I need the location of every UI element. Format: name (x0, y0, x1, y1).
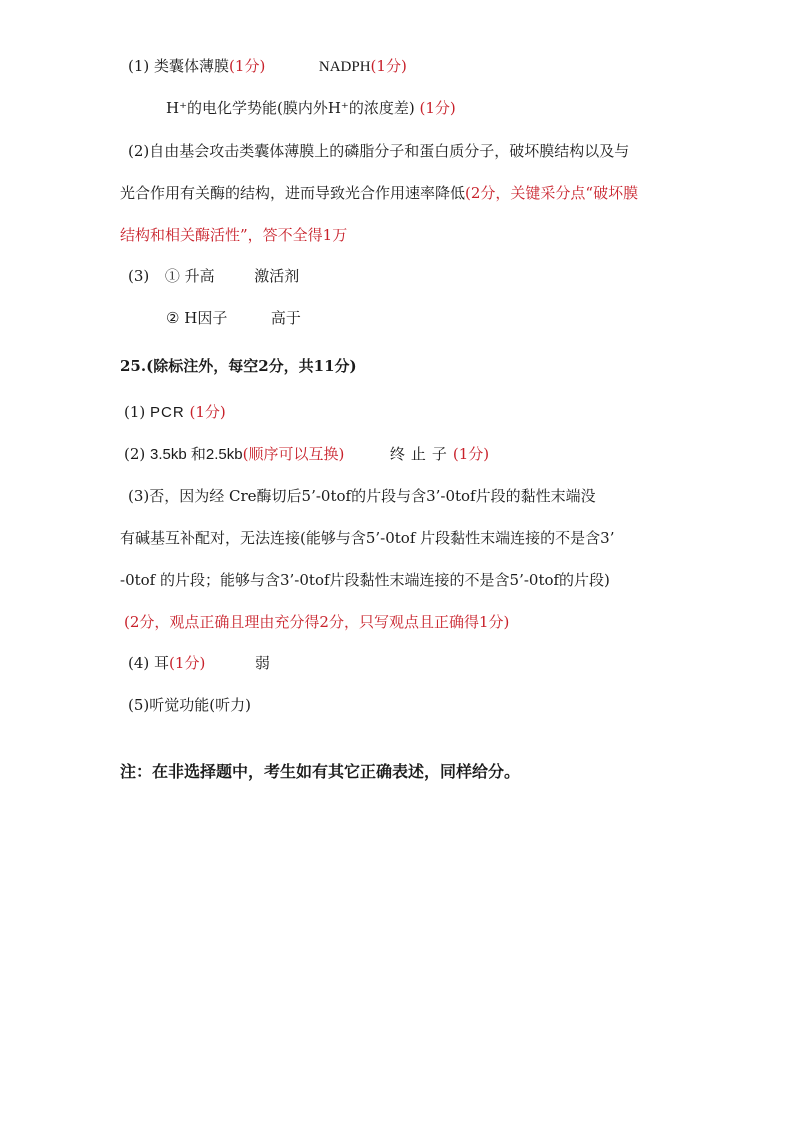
q25-p3-score: (2分，观点正确且理由充分得2分，只写观点且正确得1分) (124, 613, 510, 631)
q24-p3-line1 (128, 266, 299, 286)
q25-p4-answer2: 弱 (254, 654, 270, 672)
q24-p2-line1: (2)自由基会攻击类囊体薄膜上的磷脂分子和蛋白质分子，破坏膜结构以及与 (128, 142, 630, 160)
q25-p3-line1: (3)否，因为经 Cre酶切后5’-0tof的片段与含3’-0tof片段的黏性末端没 (128, 487, 596, 505)
q24-p3-sub1-answer2: 激活剂 (254, 267, 300, 285)
q24-p2-line3: 结构和相关酶活性”，答不全得1万 (120, 226, 348, 244)
q24-p1-line2-score: (1分) (419, 99, 456, 117)
q24-p1-line1 (128, 56, 407, 77)
q25-p4-score1: (1分) (169, 654, 206, 672)
q24-p3-line2 (166, 308, 301, 328)
q24-p1-label: (1) (128, 57, 150, 75)
q24-p3-sub1-label: ① (164, 267, 180, 285)
q25-p2-score2: (1分) (452, 445, 490, 463)
q24-p3-sub2-answer2: 高于 (270, 309, 301, 327)
q25-p2-note: (顺序可以互换) (242, 445, 345, 463)
q25-p2-label: (2) (124, 445, 146, 463)
q25-p3-line3: -0tof 的片段；能够与含3’-0tof片段黏性末端连接的不是含5’-0tof的片段) (120, 571, 610, 589)
q25-p2-answer2: 终止子 (389, 445, 453, 463)
q24-p3-sub2-label: ② (166, 309, 180, 327)
q25-p2-answer: 3.5kb 和2.5kb (150, 446, 243, 463)
q24-p1-answer1: 类囊体薄膜 (154, 57, 230, 75)
q24-p1-line2-text: H⁺的电化学势能(膜内外H⁺的浓度差) (166, 99, 415, 117)
q24-p3-sub2-answer1: H因子 (184, 309, 228, 327)
q24-p1-score1: (1分) (229, 57, 266, 75)
q25-heading: 25.(除标注外，每空2分，共11分) (120, 357, 357, 375)
q24-p1-score2: (1分) (370, 57, 407, 75)
q24-p1-line2 (166, 98, 456, 118)
q25-p4-answer1: 耳 (154, 654, 170, 672)
footer-note: 注：在非选择题中，考生如有其它正确表述，同样给分。 (120, 762, 521, 781)
q24-p2-line2-black: 光合作用有关酶的结构，进而导致光合作用速率降低 (120, 184, 466, 202)
q25-p3-line2: 有碱基互补配对，无法连接(能够与含5’-0tof 片段黏性末端连接的不是含3’ (120, 529, 615, 547)
q24-p2-line2 (120, 183, 638, 203)
q25-p1-label: (1) (124, 403, 146, 421)
q25-p1-score: (1分) (189, 403, 226, 421)
q24-p3-sub1-answer1: 升高 (184, 267, 215, 285)
q25-p2-line (124, 444, 489, 465)
q24-p1-answer2: NADPH (318, 59, 371, 75)
q25-p1-answer: PCR (150, 404, 185, 421)
q25-p4-label: (4) (128, 654, 150, 672)
q25-p5-line: (5)听觉功能(听力) (128, 696, 251, 714)
q24-p3-label: (3) (128, 267, 150, 285)
q25-p4-line (128, 653, 270, 673)
q25-p1-line (124, 402, 226, 423)
q24-p2-line2-red: (2分，关键采分点“破坏膜 (465, 184, 639, 202)
